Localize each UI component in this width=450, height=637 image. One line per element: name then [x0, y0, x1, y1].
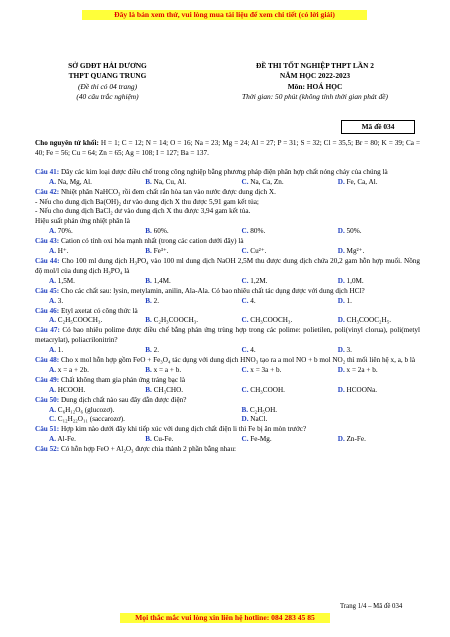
- option-c: C. Na, Ca, Zn.: [241, 177, 284, 186]
- question-51: [35, 425, 420, 435]
- option-c: C. x = 3a + b.: [241, 365, 282, 374]
- option-a: A. 70%.: [49, 227, 73, 236]
- time-note: (không tính thời gian phát đề): [299, 92, 389, 102]
- option-a: A. Na, Mg, Al.: [49, 177, 92, 186]
- option-d: D. 50%.: [337, 227, 362, 236]
- question-number: Câu 41:: [35, 167, 60, 176]
- option-d: D. 1,0M.: [337, 276, 364, 285]
- option-a: A. H⁺.: [49, 247, 69, 256]
- option-c: C. 1,2M.: [241, 276, 268, 285]
- time-limit: [200, 92, 430, 102]
- option-b: B. C₂H₅OH.: [241, 405, 278, 414]
- option-b: B. 60%.: [145, 227, 169, 236]
- options-44: [35, 277, 420, 287]
- page-count-note: (Đề thi có 04 trang): [77, 81, 138, 91]
- question-50: [35, 396, 420, 406]
- question-text: Nhiệt phân NaHCO₃ rồi đem chất rắn hòa tan vào nước được dung dịch X.: [60, 187, 276, 196]
- question-52: [35, 445, 420, 455]
- option-a: A. Al-Fe.: [49, 435, 76, 444]
- options-45: [35, 297, 420, 307]
- subject: Môn: HOÁ HỌC: [287, 81, 343, 91]
- option-b: B. 1,4M.: [145, 276, 171, 285]
- question-number: Câu 47:: [35, 326, 60, 335]
- option-a: A. C₆H₁₂O₆ (glucozơ).: [49, 405, 115, 414]
- option-c: C. CH₃COOCH₃.: [241, 316, 293, 325]
- atomic-mass-note: [35, 139, 420, 159]
- question-number: Câu 43:: [35, 237, 60, 246]
- exam-body: [35, 139, 420, 455]
- option-a: A. HCOOH.: [49, 385, 86, 394]
- question-43: [35, 237, 420, 247]
- question-number: Câu 52:: [35, 445, 60, 454]
- option-d: D. HCOONa.: [337, 385, 378, 394]
- question-44: [35, 257, 420, 277]
- option-c: C. 80%.: [241, 227, 266, 236]
- option-b: B. Cu-Fe.: [145, 435, 174, 444]
- option-d: D. 1.: [337, 296, 352, 305]
- question-number: Câu 42:: [35, 187, 60, 196]
- option-d: D. Mg²⁺.: [337, 247, 365, 256]
- question-42-line-3: Hiệu suất phản ứng nhiệt phân là: [35, 217, 130, 226]
- options-48: [35, 366, 420, 376]
- option-c: C. 4.: [241, 346, 256, 355]
- question-text: Cho 100 ml dung dịch H₃PO₄ vào 100 ml dung dịch NaOH 2,5M thu được dung dịch chứa 20,2 gam hỗn hợp muối. Nồng độ mol/l của dung dịch H₃PO₄ là: [35, 256, 420, 275]
- school-name: THPT QUANG TRUNG: [68, 71, 147, 81]
- question-number: Câu 50:: [35, 395, 60, 404]
- options-42: [35, 227, 420, 237]
- option-b: B. C₂H₃COOCH₃.: [145, 316, 199, 325]
- question-number: Câu 45:: [35, 286, 60, 295]
- question-number: Câu 46:: [35, 306, 60, 315]
- department-name: SỞ GDĐT HẢI DƯƠNG: [68, 61, 147, 70]
- option-a: A. x = a + 2b.: [49, 365, 89, 374]
- question-text: Cation có tính oxi hóa mạnh nhất (trong các cation dưới đây) là: [60, 237, 244, 246]
- given-label: Cho nguyên tử khối:: [35, 139, 99, 147]
- exam-code: Mã đề 034: [341, 120, 415, 134]
- option-b: B. x = a + b.: [145, 365, 182, 374]
- question-46: [35, 307, 420, 317]
- given-text: H = 1; C = 12; N = 14; O = 16; Na = 23; Mg = 24; Al = 27; P = 31; S = 32; Cl = 35,5; Br = 80; K = 39; Ca = 40; Fe = 56; Cu = 64; Zn = 65; Ag = 108; I = 127; Ba = 137.: [35, 139, 421, 157]
- options-46: [35, 316, 420, 326]
- question-number: Câu 49:: [35, 375, 60, 384]
- question-45: [35, 287, 420, 297]
- question-text: Etyl axetat có công thức là: [60, 306, 138, 315]
- option-d: D. NaCl.: [241, 415, 268, 424]
- question-42: [35, 188, 420, 198]
- question-count-note: (40 câu trắc nghiệm): [76, 92, 139, 102]
- options-51: [35, 435, 420, 445]
- question-text: Chất không tham gia phản ứng tráng bạc là: [60, 375, 186, 384]
- question-49: [35, 376, 420, 386]
- option-b: B. Fe³⁺.: [145, 247, 169, 256]
- option-d: D. x = 2a + b.: [337, 365, 378, 374]
- option-b: B. 2.: [145, 346, 160, 355]
- question-number: Câu 44:: [35, 256, 60, 265]
- option-c: C. C₁₂H₂₂O₁₁ (saccarozơ).: [49, 415, 125, 424]
- question-41: [35, 168, 420, 178]
- question-47: [35, 326, 420, 346]
- option-a: A. 3.: [49, 296, 64, 305]
- option-c: C. 4.: [241, 296, 256, 305]
- options-47: [35, 346, 420, 356]
- question-text: Cho x mol hỗn hợp gồm FeO + Fe₃O₄ tác dụng với dung dịch HNO₃ tạo ra a mol NO + b mol NO₂ thì mối liên hệ x, a, b là: [60, 356, 416, 365]
- option-b: B. CH₃CHO.: [145, 385, 184, 394]
- school-year: NĂM HỌC 2022-2023: [279, 71, 351, 81]
- option-a: A. C₂H₅COOCH₃.: [49, 316, 103, 325]
- question-42-line-1: - Nếu cho dung dịch Ba(OH)₂ dư vào dung dịch X thu được 5,91 gam kết tủa;: [35, 197, 259, 206]
- option-a: A. 1.: [49, 346, 64, 355]
- time-label: Thời gian: 50 phút: [241, 92, 298, 102]
- question-text: Có bao nhiêu polime được điều chế bằng phản ứng trùng hợp trong các polime: polietilen, poli(vinyl clorua), poli(metyl metacrylat), poliacrilonitrin?: [35, 326, 421, 345]
- options-50-row-2: [35, 415, 420, 425]
- question-number: Câu 51:: [35, 425, 60, 434]
- question-number: Câu 48:: [35, 356, 60, 365]
- question-text: Hợp kim nào dưới đây khi tiếp xúc với dung dịch chất điện li thì Fe bị ăn mòn trước?: [60, 425, 307, 434]
- options-43: [35, 247, 420, 257]
- question-text: Có hỗn hợp FeO + Al₂O₃ được chia thành 2 phần bằng nhau:: [60, 445, 237, 454]
- option-c: C. CH₃COOH.: [241, 385, 285, 394]
- option-c: C. Cu²⁺.: [241, 247, 267, 256]
- options-41: [35, 178, 420, 188]
- options-49: [35, 386, 420, 396]
- option-d: D. CH₃COOC₂H₅.: [337, 316, 392, 325]
- hotline-banner: Mọi thắc mắc vui lòng xin liên hệ hotline: 084 283 45 85: [120, 613, 330, 623]
- option-c: C. Fe-Mg.: [241, 435, 272, 444]
- option-d: D. Fe, Ca, Al.: [337, 177, 378, 186]
- option-d: D. Zn-Fe.: [337, 435, 366, 444]
- option-b: B. Na, Cu, Al.: [145, 177, 187, 186]
- option-a: A. 1,5M.: [49, 276, 75, 285]
- question-48: [35, 356, 420, 366]
- header-right: [200, 61, 430, 103]
- question-text: Cho các chất sau: lysin, metylamin, anilin, Ala-Ala. Có bao nhiêu chất tác dụng được với dung dịch HCl?: [60, 286, 365, 295]
- question-42-line-2: - Nếu cho dung dịch BaCl₂ dư vào dung dịch X thu được 3,94 gam kết tủa.: [35, 207, 251, 216]
- option-b: B. 2.: [145, 296, 160, 305]
- exam-title: ĐỀ THI TỐT NGHIỆP THPT LẦN 2: [255, 61, 374, 70]
- header-left: [30, 61, 185, 103]
- page-footer: Trang 1/4 – Mã đề 034: [340, 603, 403, 610]
- options-50-row-1: [35, 406, 420, 416]
- preview-banner: Đây là bản xem thử, vui lòng mua tài liệu để xem chi tiết (có lời giải): [82, 10, 367, 20]
- question-text: Dãy các kim loại được điều chế trong công nghiệp bằng phương pháp điện phân hợp chất nóng chảy của chúng là: [60, 167, 388, 176]
- question-text: Dung dịch chất nào sau đây dẫn được điện?: [60, 395, 187, 404]
- option-d: D. 3.: [337, 346, 352, 355]
